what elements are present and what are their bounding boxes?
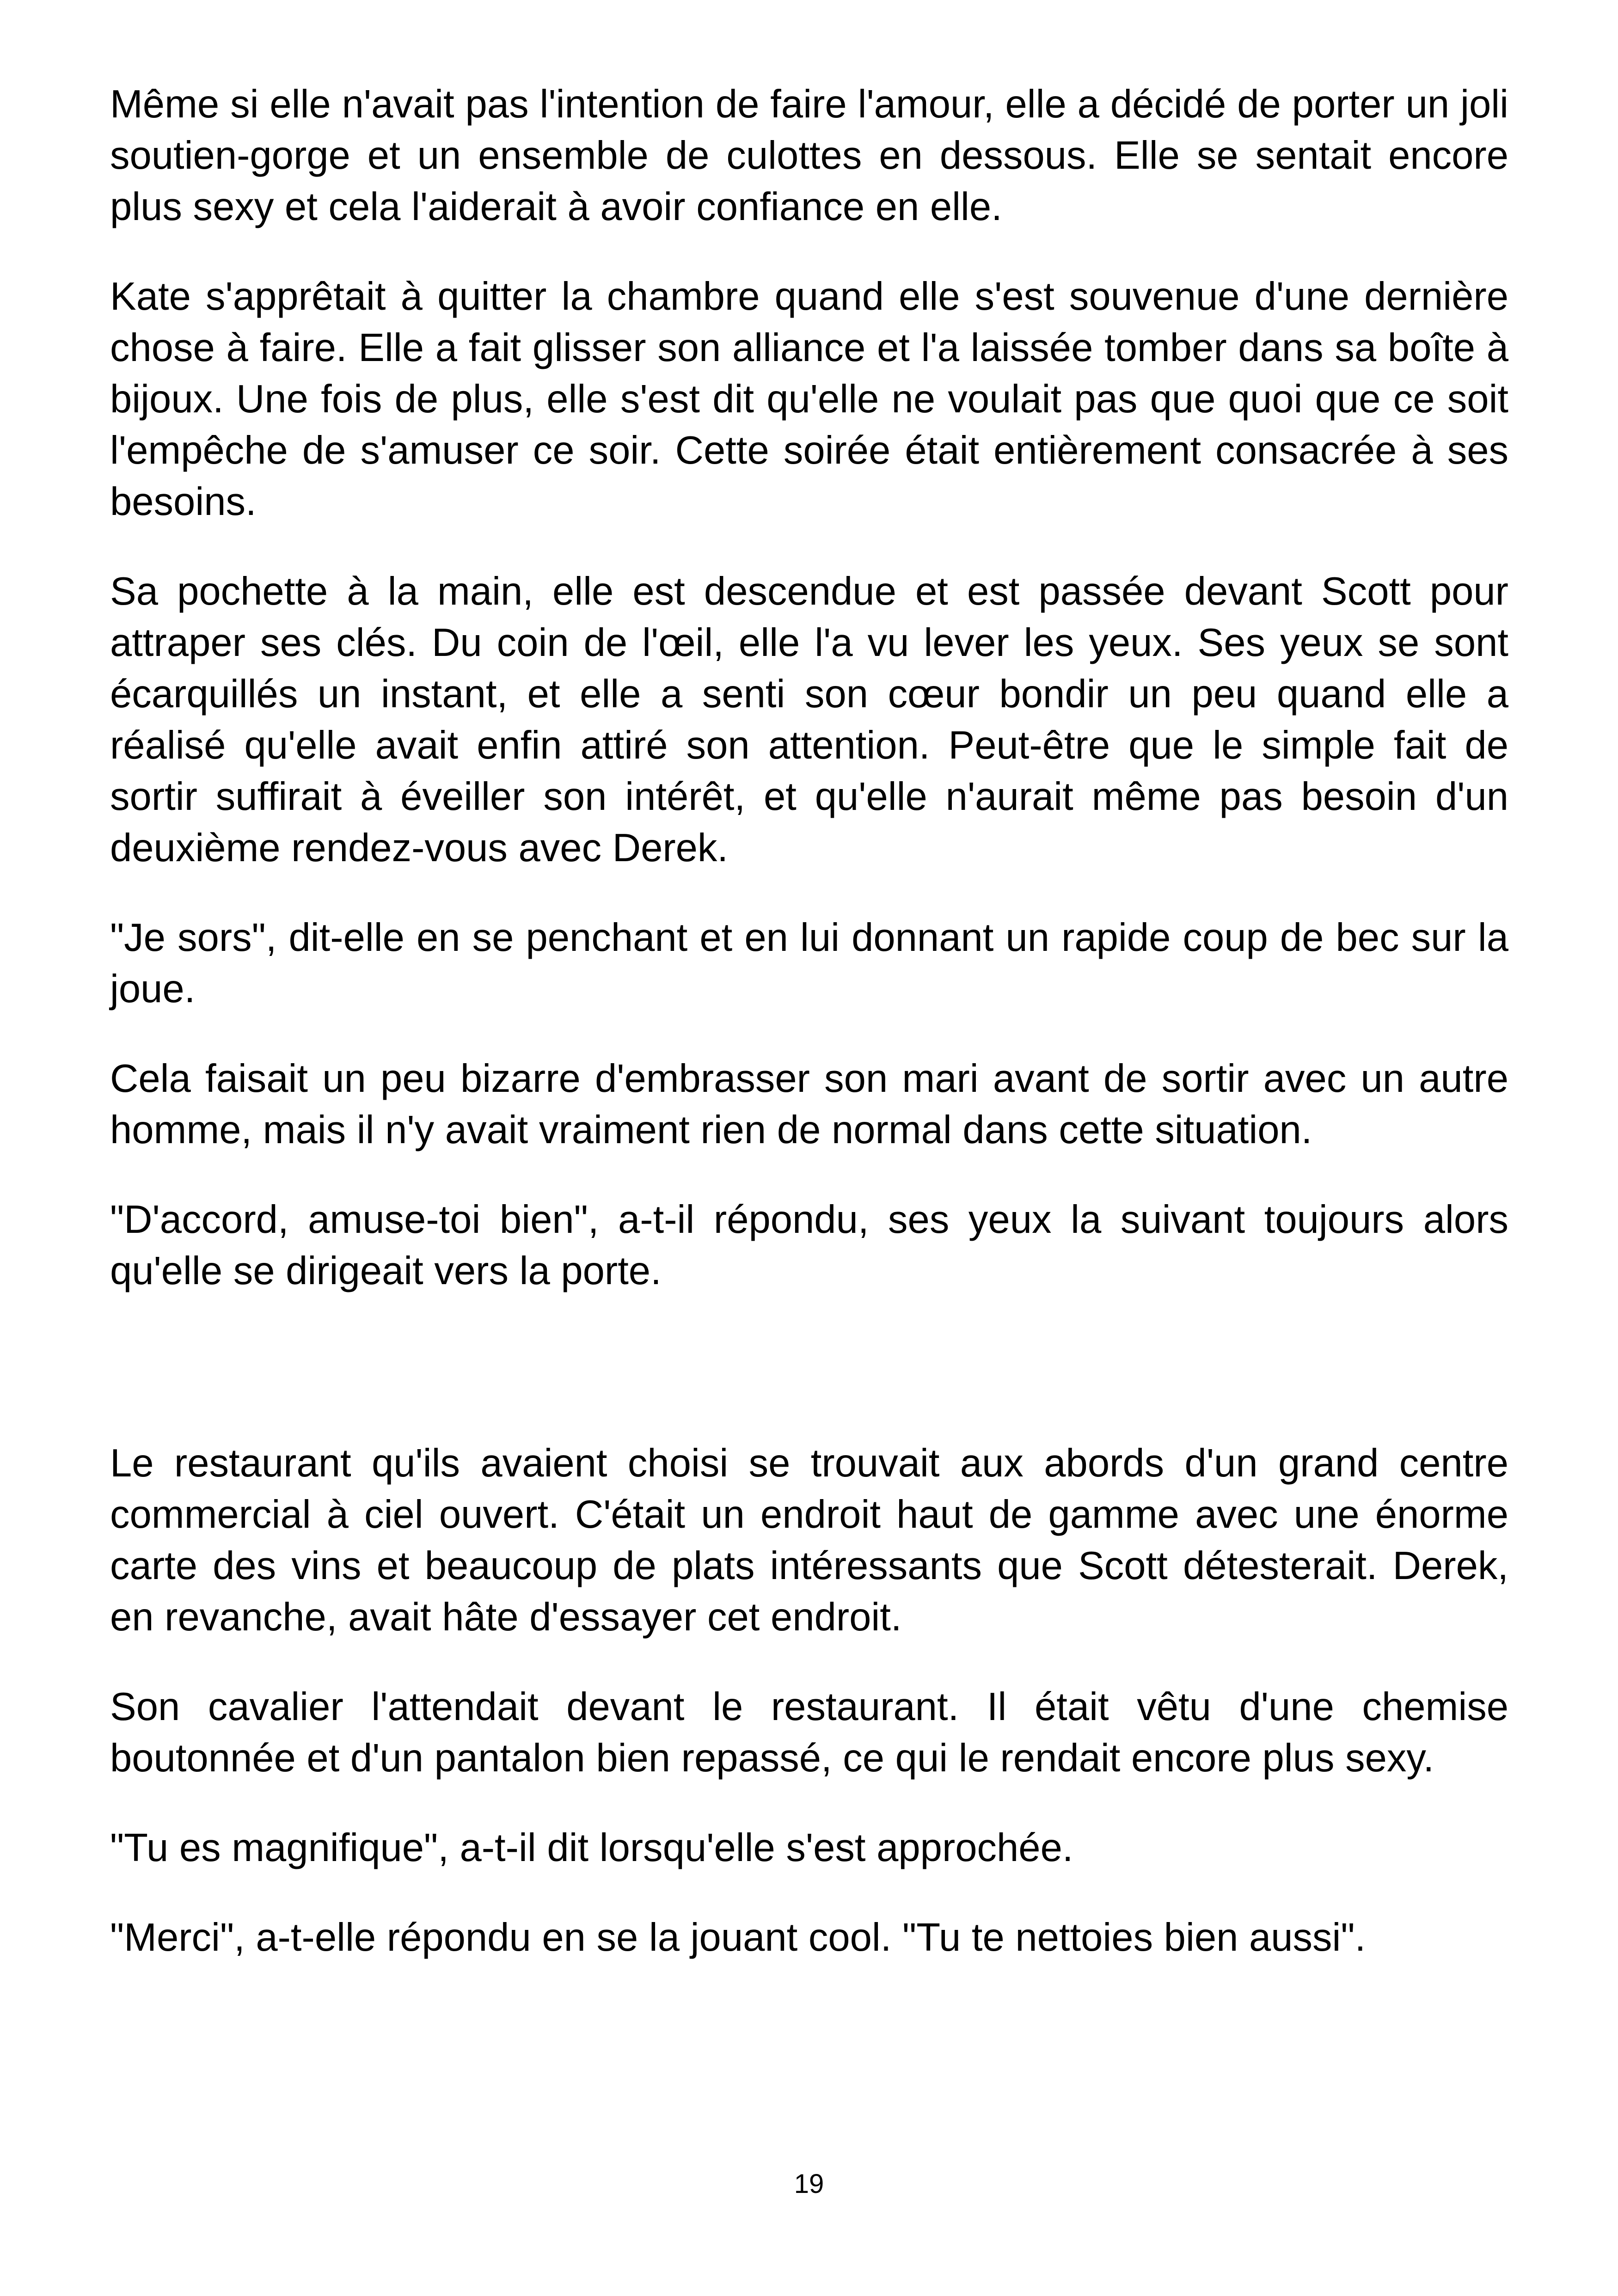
paragraph: "Tu es magnifique", a-t-il dit lorsqu'elle s'est approchée. [110,1826,1073,1870]
page-number: 19 [794,2169,824,2199]
paragraph: Son cavalier l'attendait devant le restaurant. Il était vêtu d'une chemise boutonnée et d'un pantalon bien repassé, ce qui le rendait encore plus sexy. [110,1685,1508,1780]
body-text [110,79,1508,2002]
scene-break [110,1335,1508,1438]
paragraph: Sa pochette à la main, elle est descendue et est passée devant Scott pour attraper ses clés. Du coin de l'œil, elle l'a vu lever les yeux. Ses yeux se sont écarquillés un instant, et elle a senti son cœur bondir un peu quand elle a réalisé qu'elle avait enfin attiré son attention. Peut-être que le simple fait de sortir suffirait à éveiller son intérêt, et qu'elle n'aurait même pas besoin d'un deuxième rendez-vous avec Derek. [110,569,1508,870]
paragraph: Le restaurant qu'ils avaient choisi se trouvait aux abords d'un grand centre commercial à ciel ouvert. C'était un endroit haut de gamme avec une énorme carte des vins et beaucoup de plats intéressants que Scott détesterait. Derek, en revanche, avait hâte d'essayer cet endroit. [110,1441,1508,1639]
paragraph: "Merci", a-t-elle répondu en se la jouant cool. "Tu te nettoies bien aussi". [110,1916,1366,1959]
paragraph: "D'accord, amuse-toi bien", a-t-il répondu, ses yeux la suivant toujours alors qu'elle se dirigeait vers la porte. [110,1198,1508,1293]
paragraph: "Je sors", dit-elle en se penchant et en lui donnant un rapide coup de bec sur la joue. [110,916,1508,1011]
paragraph: Même si elle n'avait pas l'intention de faire l'amour, elle a décidé de porter un joli soutien-gorge et un ensemble de culottes en dessous. Elle se sentait encore plus sexy et cela l'aiderait à avoir confiance en elle. [110,82,1508,229]
paragraph: Kate s'apprêtait à quitter la chambre quand elle s'est souvenue d'une dernière chose à faire. Elle a fait glisser son alliance et l'a laissée tomber dans sa boîte à bijoux. Une fois de plus, elle s'est dit qu'elle ne voulait pas que quoi que ce soit l'empêche de s'amuser ce soir. Cette soirée était entièrement consacrée à ses besoins. [110,275,1508,524]
paragraph: Cela faisait un peu bizarre d'embrasser son mari avant de sortir avec un autre homme, mais il n'y avait vraiment rien de normal dans cette situation. [110,1057,1508,1152]
